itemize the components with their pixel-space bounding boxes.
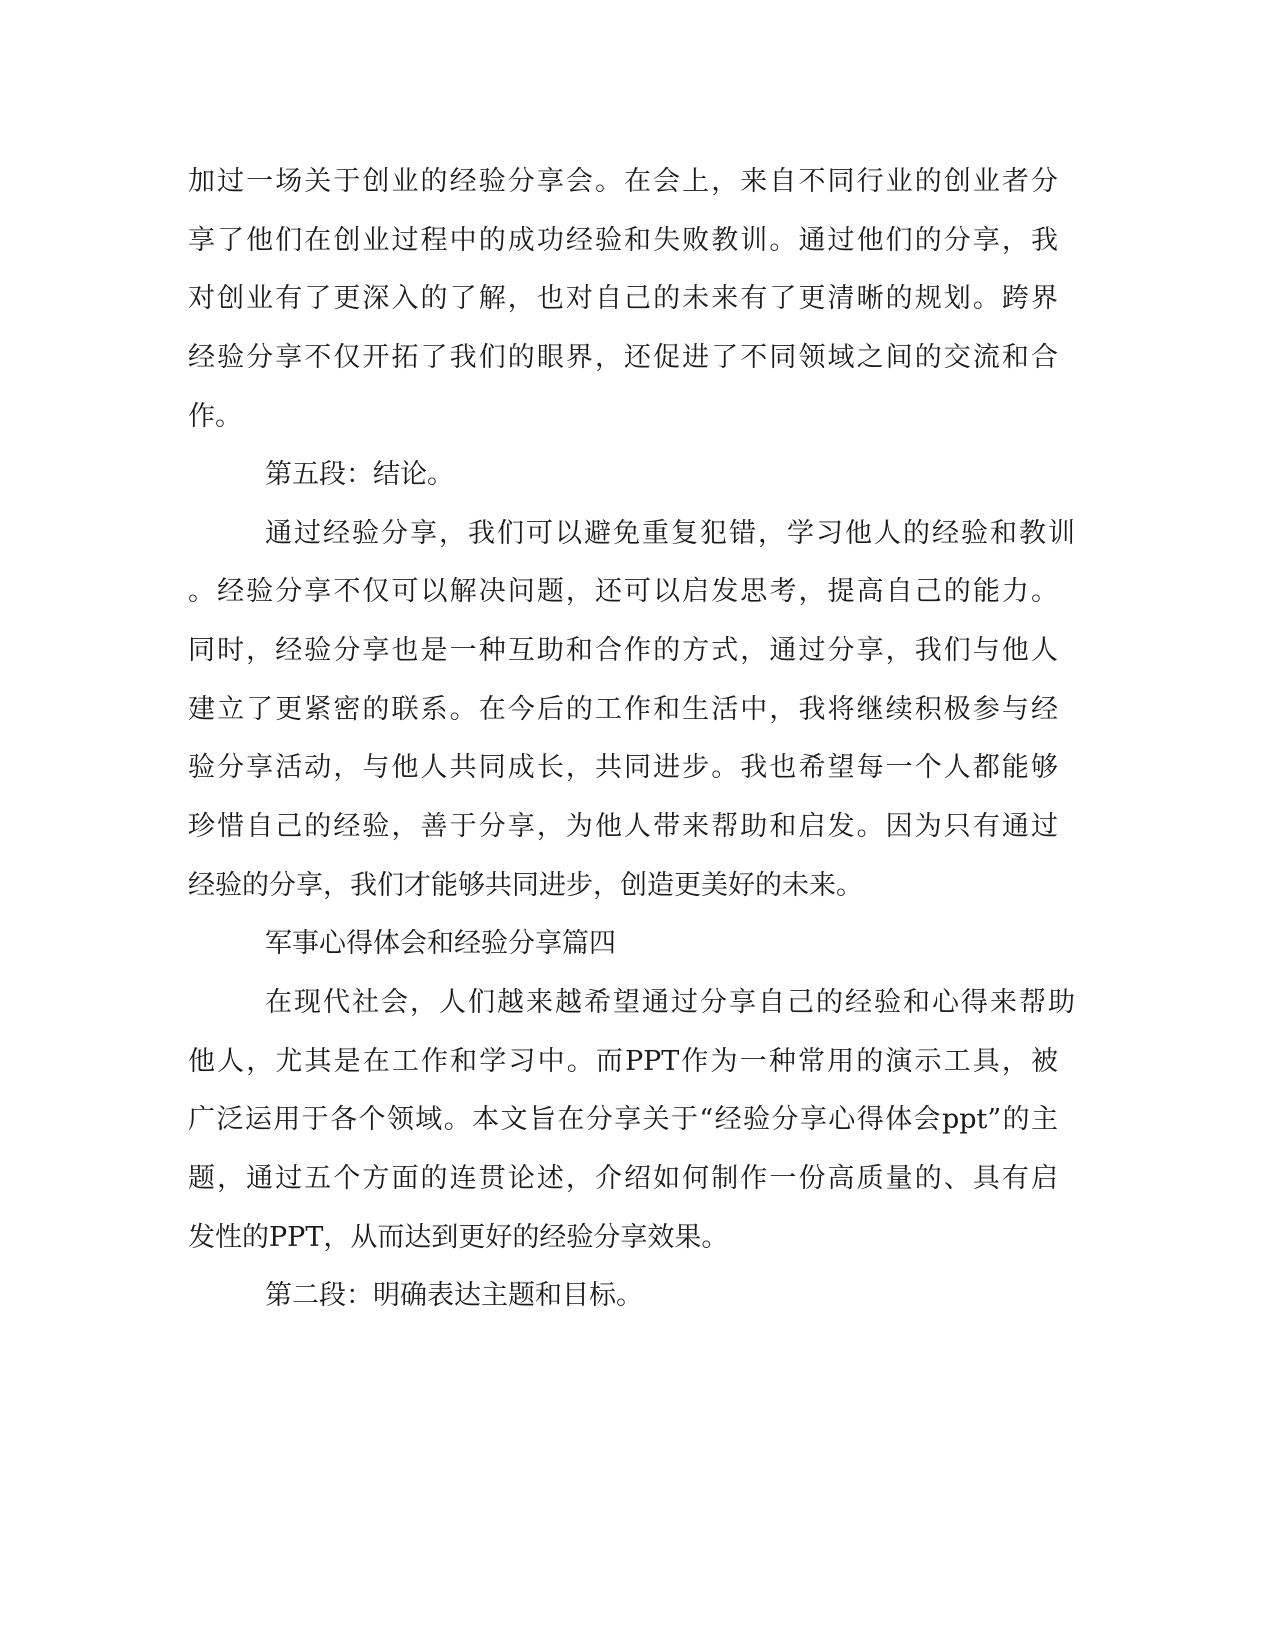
section-heading: 第五段：结论。 [265,459,454,490]
paragraph-line: 作。 [188,401,242,432]
paragraph-line: 验分享活动，与他人共同成长，共同进步。我也希望每一个人都能够 [188,752,1058,783]
paragraph-line: 发性的PPT，从而达到更好的经验分享效果。 [188,1222,729,1253]
paragraph-line: 他人，尤其是在工作和学习中。而PPT作为一种常用的演示工具，被 [188,1046,1058,1077]
paragraph-line: 同时，经验分享也是一种互助和合作的方式，通过分享，我们与他人 [188,635,1058,666]
paragraph-line: 。经验分享不仅可以解决问题，还可以启发思考，提高自己的能力。 [188,576,1058,607]
paragraph-line: 经验的分享，我们才能够共同进步，创造更美好的未来。 [188,870,863,901]
paragraph-line: 建立了更紧密的联系。在今后的工作和生活中，我将继续积极参与经 [188,694,1058,725]
paragraph-line: 经验分享不仅开拓了我们的眼界，还促进了不同领域之间的交流和合 [188,342,1058,373]
paragraph-line: 在现代社会，人们越来越希望通过分享自己的经验和心得来帮助 [265,987,1075,1018]
paragraph-line: 题，通过五个方面的连贯论述，介绍如何制作一份高质量的、具有启 [188,1163,1058,1194]
paragraph-line: 对创业有了更深入的了解，也对自己的未来有了更清晰的规划。跨界 [188,283,1058,314]
paragraph-line: 享了他们在创业过程中的成功经验和失败教训。通过他们的分享，我 [188,225,1058,256]
paragraph-line: 珍惜自己的经验，善于分享，为他人带来帮助和启发。因为只有通过 [188,811,1058,842]
paragraph-line: 通过经验分享，我们可以避免重复犯错，学习他人的经验和教训 [265,518,1075,549]
article-title: 军事心得体会和经验分享篇四 [265,928,616,959]
paragraph-line: 加过一场关于创业的经验分享会。在会上，来自不同行业的创业者分 [188,166,1058,197]
section-heading: 第二段：明确表达主题和目标。 [265,1280,643,1311]
paragraph-line: 广泛运用于各个领域。本文旨在分享关于“经验分享心得体会ppt”的主 [188,1104,1058,1135]
